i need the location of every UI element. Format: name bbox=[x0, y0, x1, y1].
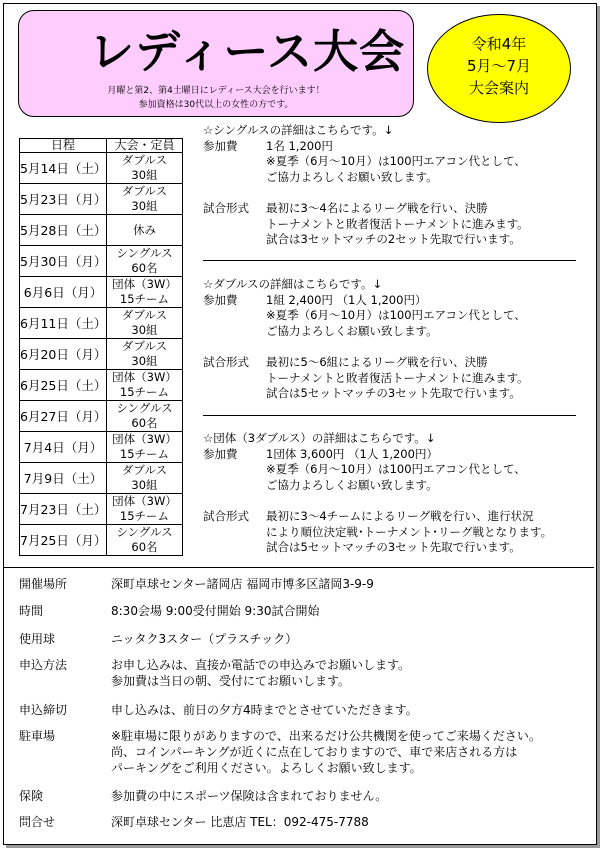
schedule-event bbox=[107, 153, 183, 184]
parking-line-2: 尚、コインパーキングが近くに点在しておりますので、車で来店される方は bbox=[111, 745, 518, 759]
venue-value: 深町卓球センター諸岡店 福岡市博多区諸岡3-9-9 bbox=[111, 577, 374, 591]
team-fee-note-1: ※夏季（6月～10月）は100円エアコン代として、 bbox=[266, 462, 526, 477]
subtitle-line-2: 参加資格は30代以上の女性の方です。 bbox=[138, 100, 294, 110]
section-divider bbox=[203, 415, 576, 416]
time-value: 8:30会場 9:00受付開始 9:30試合開始 bbox=[111, 604, 320, 618]
subtitle-line-1: 月曜と第2、第4土曜日にレディース大会を行います！ bbox=[107, 86, 325, 96]
schedule-event bbox=[107, 215, 183, 246]
doubles-format-1: 最初に5～6組によるリーグ戦を行い、決勝 bbox=[266, 354, 488, 369]
schedule-row bbox=[20, 184, 183, 215]
team-format-2: により順位決定戦･トーナメント･リーグ戦となります。 bbox=[266, 524, 553, 539]
deadline-value: 申し込みは、前日の夕方4時までとさせていただきます。 bbox=[111, 703, 418, 717]
schedule-event-capacity: 60名 bbox=[131, 540, 158, 554]
schedule-event bbox=[107, 370, 183, 401]
schedule-event-type: ダブルス bbox=[121, 463, 168, 477]
schedule-row bbox=[20, 432, 183, 463]
doubles-format-2: トーナメントと敗者復活トーナメントに進みます。 bbox=[266, 370, 529, 385]
parking-line-1: ※駐車場に限りがありますので、出来るだけ公共機関を使ってご来場ください。 bbox=[111, 729, 541, 743]
schedule-row bbox=[20, 463, 183, 494]
doubles-details bbox=[203, 277, 529, 402]
schedule-event-capacity: 60名 bbox=[131, 261, 158, 275]
team-fee-note-2: ご協力よろしくお願い致します。 bbox=[266, 477, 438, 492]
doubles-heading: ☆ダブルスの詳細はこちらです。↓ bbox=[203, 277, 383, 291]
schedule-event-capacity: 15チーム bbox=[119, 447, 170, 461]
insurance-label: 保険 bbox=[19, 789, 44, 803]
schedule-table bbox=[19, 138, 183, 556]
schedule-header-date: 日程 bbox=[20, 139, 107, 153]
schedule-date: 5月30日（月） bbox=[20, 246, 107, 277]
doubles-fee: 1組 2,400円 （1人 1,200円） bbox=[266, 292, 427, 307]
singles-fee: 1名 1,200円 bbox=[266, 138, 333, 153]
subtitle bbox=[19, 84, 413, 112]
singles-heading: ☆シングルスの詳細はこちらです。↓ bbox=[203, 123, 394, 137]
schedule-event-capacity: 30組 bbox=[131, 168, 158, 182]
team-heading: ☆団体（3ダブルス）の詳細はこちらです。↓ bbox=[203, 431, 436, 445]
schedule-event-capacity: 60名 bbox=[131, 416, 158, 430]
doubles-format-label: 試合形式 bbox=[203, 354, 249, 369]
info-divider bbox=[4, 567, 594, 568]
schedule-date: 7月25日（月） bbox=[20, 525, 107, 556]
team-format-1: 最初に3～4チームによるリーグ戦を行い、進行状況 bbox=[266, 508, 534, 523]
badge-year: 令和4年 bbox=[471, 35, 527, 53]
schedule-date: 5月28日（土） bbox=[20, 215, 107, 246]
insurance-value: 参加費の中にスポーツ保険は含まれておりません。 bbox=[111, 789, 388, 803]
schedule-row bbox=[20, 215, 183, 246]
schedule-event bbox=[107, 525, 183, 556]
schedule-body bbox=[20, 153, 183, 556]
singles-fee-note-1: ※夏季（6月～10月）は100円エアコン代として、 bbox=[266, 154, 526, 169]
schedule-date: 7月4日（月） bbox=[20, 432, 107, 463]
section-divider bbox=[203, 260, 576, 261]
doubles-format-3: 試合は5セットマッチの3セット先取で行います。 bbox=[266, 386, 521, 401]
schedule-row bbox=[20, 277, 183, 308]
schedule-event bbox=[107, 246, 183, 277]
schedule-event-type: シングルス bbox=[116, 525, 173, 539]
schedule-date: 7月9日（土） bbox=[20, 463, 107, 494]
schedule-event-capacity: 30組 bbox=[131, 199, 158, 213]
schedule-event-capacity: 30組 bbox=[131, 354, 158, 368]
schedule-event-type: 団体（3W） bbox=[112, 277, 177, 291]
title-banner bbox=[18, 10, 414, 117]
schedule-event-type: シングルス bbox=[116, 246, 173, 260]
schedule-date: 6月20日（月） bbox=[20, 339, 107, 370]
schedule-event-type: ダブルス bbox=[121, 153, 168, 167]
schedule-date: 6月6日（月） bbox=[20, 277, 107, 308]
schedule-event-type: 団体（3W） bbox=[112, 370, 177, 384]
schedule-event bbox=[107, 184, 183, 215]
schedule-event-type: 団体（3W） bbox=[112, 494, 177, 508]
venue-label: 開催場所 bbox=[19, 577, 68, 591]
schedule-event-capacity: 15チーム bbox=[119, 509, 170, 523]
schedule-event bbox=[107, 432, 183, 463]
parking-label: 駐車場 bbox=[19, 729, 56, 743]
singles-fee-note-2: ご協力よろしくお願い致します。 bbox=[266, 169, 438, 184]
schedule-row bbox=[20, 246, 183, 277]
schedule-header-event: 大会・定員 bbox=[107, 139, 183, 153]
schedule-event-type: 団体（3W） bbox=[112, 432, 177, 446]
apply-label: 申込方法 bbox=[19, 658, 68, 672]
team-fee: 1団体 3,600円 （1人 1,200円） bbox=[266, 446, 438, 461]
schedule-date: 5月23日（月） bbox=[20, 184, 107, 215]
schedule-row bbox=[20, 525, 183, 556]
schedule-row bbox=[20, 308, 183, 339]
doubles-fee-label: 参加費 bbox=[203, 292, 238, 307]
parking-line-3: パーキングをご利用ください。よろしくお願い致します。 bbox=[111, 761, 422, 775]
schedule-event-type: シングルス bbox=[116, 401, 173, 415]
schedule-event-type: ダブルス bbox=[121, 308, 168, 322]
doubles-fee-note-2: ご協力よろしくお願い致します。 bbox=[266, 323, 438, 338]
apply-line-2: 参加費は当日の朝、受付にてお願いします。 bbox=[111, 674, 351, 688]
singles-format-label: 試合形式 bbox=[203, 200, 249, 215]
deadline-label: 申込締切 bbox=[19, 703, 68, 717]
singles-format-3: 試合は3セットマッチの2セット先取で行います。 bbox=[266, 232, 521, 247]
singles-details bbox=[203, 123, 529, 248]
singles-format-2: トーナメントと敗者復活トーナメントに進みます。 bbox=[266, 216, 529, 231]
schedule-event-capacity: 30組 bbox=[131, 478, 158, 492]
page-title: レディース大会 bbox=[89, 25, 406, 78]
ball-label: 使用球 bbox=[19, 632, 56, 646]
schedule-event bbox=[107, 463, 183, 494]
badge-months: 5月～7月 bbox=[466, 57, 532, 75]
apply-line-1: お申し込みは、直接か電話での申込みでお願いします。 bbox=[111, 658, 411, 672]
schedule-date: 6月25日（土） bbox=[20, 370, 107, 401]
period-badge bbox=[427, 14, 571, 123]
team-details bbox=[203, 431, 552, 556]
schedule-row bbox=[20, 401, 183, 432]
schedule-event-capacity: 15チーム bbox=[119, 292, 170, 306]
badge-label: 大会案内 bbox=[468, 79, 529, 97]
team-format-3: 試合は5セットマッチの3セット先取で行います。 bbox=[266, 540, 521, 555]
schedule-date: 7月23日（土） bbox=[20, 494, 107, 525]
contact-label: 問合せ bbox=[19, 815, 56, 829]
team-fee-label: 参加費 bbox=[203, 446, 238, 461]
schedule-row bbox=[20, 494, 183, 525]
schedule-event bbox=[107, 494, 183, 525]
time-label: 時間 bbox=[19, 604, 44, 618]
schedule-header-row bbox=[20, 139, 183, 153]
singles-fee-label: 参加費 bbox=[203, 138, 238, 153]
schedule-event-capacity: 30組 bbox=[131, 323, 158, 337]
schedule-row bbox=[20, 339, 183, 370]
schedule-event-type: ダブルス bbox=[121, 184, 168, 198]
schedule-date: 6月27日（月） bbox=[20, 401, 107, 432]
schedule-event bbox=[107, 339, 183, 370]
schedule-event-capacity: 15チーム bbox=[119, 385, 170, 399]
ball-value: ニッタク3スター（プラスチック） bbox=[111, 632, 298, 646]
contact-value: 深町卓球センター 比恵店 TEL：092-475-7788 bbox=[111, 815, 369, 829]
schedule-row bbox=[20, 153, 183, 184]
doubles-fee-note-1: ※夏季（6月～10月）は100円エアコン代として、 bbox=[266, 308, 526, 323]
schedule-event bbox=[107, 308, 183, 339]
schedule-event-type: ダブルス bbox=[121, 339, 168, 353]
schedule-date: 5月14日（土） bbox=[20, 153, 107, 184]
schedule-event bbox=[107, 277, 183, 308]
schedule-row bbox=[20, 370, 183, 401]
schedule-event-type: 休み bbox=[133, 222, 156, 237]
schedule-date: 6月11日（土） bbox=[20, 308, 107, 339]
team-format-label: 試合形式 bbox=[203, 508, 249, 523]
schedule-event bbox=[107, 401, 183, 432]
singles-format-1: 最初に3～4名によるリーグ戦を行い、決勝 bbox=[266, 200, 488, 215]
